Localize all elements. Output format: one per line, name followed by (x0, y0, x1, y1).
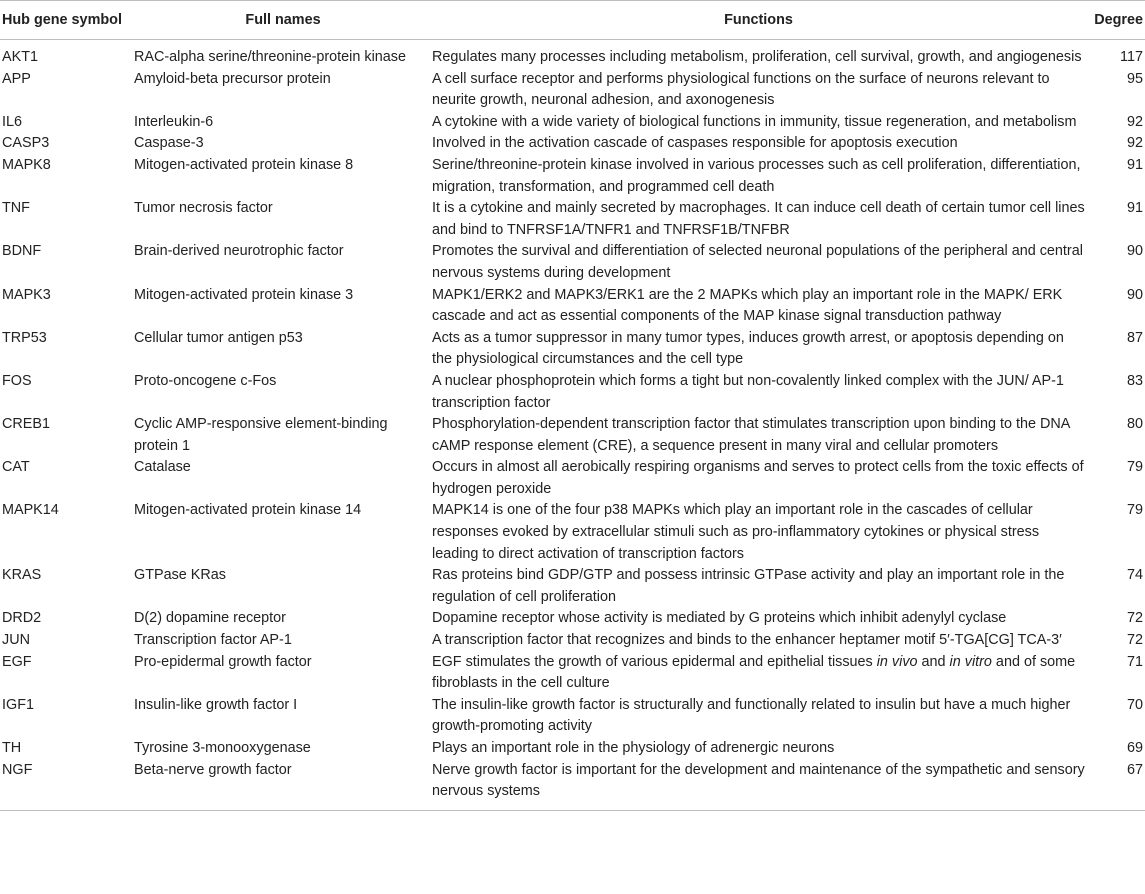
cell-symbol: BDNF (2, 243, 42, 260)
cell-degree: 90 (1126, 286, 1143, 303)
function-text: and of some fibroblasts in the cell culture (432, 653, 1076, 692)
cell-function: A nuclear phosphoprotein which forms a tight but non-covalently linked complex with the JUN/ AP-1 transcription factor (432, 372, 1064, 411)
cell-degree: 90 (1126, 243, 1143, 260)
cell-degree: 67 (1126, 761, 1143, 778)
cell-degree: 69 (1126, 740, 1143, 756)
header-degree: Degree (1094, 12, 1143, 28)
cell-function: A transcription factor that recognizes and binds to the enhancer heptamer motif 5′-TGA[CG] TCA-3′ (432, 632, 1062, 649)
table-row (0, 328, 1145, 371)
cell-function: The insulin-like growth factor is structurally and functionally related to insulin but have a much higher growth-promoting activity (432, 696, 1071, 735)
cell-full-name: Amyloid-beta precursor protein (134, 70, 331, 87)
cell-full-name: Mitogen-activated protein kinase 8 (134, 156, 354, 173)
cell-function: Phosphorylation-dependent transcription factor that stimulates transcription upon binding to the DNA cAMP response element (CRE), a sequence present in many viral and cellular promoters (432, 416, 1070, 454)
header-symbol: Hub gene symbol (2, 12, 122, 28)
cell-full-name: Mitogen-activated protein kinase 14 (134, 502, 362, 519)
cell-degree: 92 (1126, 113, 1143, 130)
function-text: and (917, 653, 950, 670)
cell-function: Regulates many processes including metabolism, proliferation, cell survival, growth, and angiogenesis (432, 49, 1082, 65)
cell-full-name: Cellular tumor antigen p53 (134, 329, 303, 346)
cell-symbol: APP (2, 70, 31, 87)
table-row (0, 155, 1145, 198)
table-row (0, 69, 1145, 112)
cell-full-name: Beta-nerve growth factor (134, 761, 292, 778)
function-text: EGF stimulates the growth of various epidermal and epithelial tissues (432, 653, 877, 670)
header-full-name: Full names (245, 12, 321, 28)
cell-function: Involved in the activation cascade of caspases responsible for apoptosis execution (432, 135, 958, 152)
cell-function: A cell surface receptor and performs physiological functions on the surface of neurons relevant to neurite growth, neuronal adhesion, and axonogenesis (432, 70, 1050, 109)
table-row (0, 371, 1145, 414)
cell-function: Serine/threonine-protein kinase involved in various processes such as cell proliferation, differentiation, migration, transformation, and programmed cell death (432, 156, 1081, 195)
cell-symbol: AKT1 (2, 49, 38, 65)
cell-symbol: IGF1 (2, 696, 34, 713)
cell-full-name: Tyrosine 3-monooxygenase (134, 740, 311, 756)
table-row (0, 565, 1145, 608)
cell-symbol: MAPK14 (2, 502, 59, 519)
table-body (0, 40, 1145, 811)
cell-symbol: CASP3 (2, 135, 50, 152)
cell-degree: 79 (1126, 502, 1143, 519)
table-row (0, 760, 1145, 811)
cell-full-name: Caspase-3 (134, 135, 204, 152)
table-row (0, 133, 1145, 155)
cell-function: Promotes the survival and differentiation of selected neuronal populations of the peripheral and central nervous systems during development (432, 243, 1083, 281)
table-row (0, 198, 1145, 241)
cell-degree: 92 (1126, 135, 1143, 152)
cell-degree: 70 (1126, 696, 1143, 713)
cell-symbol: TRP53 (2, 329, 47, 346)
cell-degree: 74 (1126, 567, 1143, 584)
table-row (0, 40, 1145, 69)
cell-full-name: Catalase (134, 459, 191, 476)
cell-degree: 83 (1126, 372, 1143, 389)
cell-function: A cytokine with a wide variety of biological functions in immunity, tissue regeneration, and metabolism (432, 113, 1077, 130)
cell-function: MAPK14 is one of the four p38 MAPKs which play an important role in the cascades of cellular responses evoked by extracellular stimuli such as pro-inflammatory cytokines or physical stress leading to direct activation of transcription factors (432, 502, 1040, 562)
cell-symbol: NGF (2, 761, 33, 778)
cell-full-name: GTPase KRas (134, 567, 226, 584)
cell-symbol: TH (2, 740, 22, 756)
cell-symbol: KRAS (2, 567, 42, 584)
cell-full-name: Cyclic AMP-responsive element-binding protein 1 (134, 416, 388, 454)
cell-degree: 72 (1126, 610, 1143, 627)
table-header (0, 1, 1145, 40)
cell-full-name: Insulin-like growth factor I (134, 696, 298, 713)
cell-symbol: MAPK8 (2, 156, 51, 173)
cell-degree: 72 (1126, 632, 1143, 649)
cell-function: Nerve growth factor is important for the development and maintenance of the sympathetic and sensory nervous systems (432, 761, 1085, 800)
cell-symbol: TNF (2, 200, 30, 217)
cell-symbol: FOS (2, 372, 32, 389)
table-row (0, 608, 1145, 630)
cell-symbol: JUN (2, 632, 30, 649)
cell-degree: 79 (1126, 459, 1143, 476)
cell-full-name: Pro-epidermal growth factor (134, 653, 312, 670)
cell-degree: 95 (1126, 70, 1143, 87)
cell-symbol: DRD2 (2, 610, 42, 627)
cell-symbol: EGF (2, 653, 32, 670)
table-row (0, 285, 1145, 328)
cell-symbol: MAPK3 (2, 286, 51, 303)
cell-function (432, 652, 1085, 695)
header-row (0, 1, 1145, 40)
cell-degree: 80 (1126, 416, 1143, 433)
cell-degree: 91 (1126, 200, 1143, 217)
table-row (0, 457, 1145, 500)
table-row (0, 630, 1145, 652)
function-italic-text: in vitro (949, 653, 992, 670)
header-functions: Functions (724, 12, 793, 28)
cell-symbol: CREB1 (2, 416, 50, 433)
cell-function: Dopamine receptor whose activity is mediated by G proteins which inhibit adenylyl cyclase (432, 610, 1007, 627)
table-row (0, 695, 1145, 738)
table-row (0, 241, 1145, 284)
table-row (0, 500, 1145, 565)
cell-symbol: CAT (2, 459, 30, 476)
cell-full-name: Brain-derived neurotrophic factor (134, 243, 344, 260)
cell-function: Acts as a tumor suppressor in many tumor types, induces growth arrest, or apoptosis depending on the physiological circumstances and the cell type (432, 329, 1064, 368)
table-row (0, 112, 1145, 134)
cell-degree: 91 (1126, 156, 1143, 173)
cell-function: Ras proteins bind GDP/GTP and possess intrinsic GTPase activity and play an important role in the regulation of cell proliferation (432, 567, 1065, 605)
table-row (0, 652, 1145, 695)
cell-function: It is a cytokine and mainly secreted by macrophages. It can induce cell death of certain tumor cell lines and bind to TNFRSF1A/TNFR1 and TNFRSF1B/TNFBR (432, 200, 1085, 238)
function-italic-text: in vivo (876, 653, 918, 670)
cell-degree: 117 (1120, 49, 1143, 65)
cell-degree: 87 (1126, 329, 1143, 346)
cell-full-name: D(2) dopamine receptor (134, 610, 286, 627)
cell-degree: 71 (1126, 653, 1143, 670)
table-row (0, 738, 1145, 760)
cell-function: Occurs in almost all aerobically respiring organisms and serves to protect cells from the toxic effects of hydrogen peroxide (432, 459, 1084, 497)
cell-function: Plays an important role in the physiology of adrenergic neurons (432, 740, 835, 756)
cell-full-name: Mitogen-activated protein kinase 3 (134, 286, 354, 303)
cell-full-name: Interleukin-6 (134, 113, 214, 130)
cell-full-name: Tumor necrosis factor (134, 200, 273, 217)
table-row (0, 414, 1145, 457)
cell-full-name: RAC-alpha serine/threonine-protein kinase (134, 49, 406, 65)
cell-function: MAPK1/ERK2 and MAPK3/ERK1 are the 2 MAPKs which play an important role in the MAPK/ ERK cascade and act as essential components of the MAP kinase signal transduction pathway (432, 286, 1063, 325)
cell-symbol: IL6 (2, 113, 23, 130)
cell-full-name: Transcription factor AP-1 (134, 632, 292, 649)
cell-full-name: Proto-oncogene c-Fos (134, 372, 277, 389)
